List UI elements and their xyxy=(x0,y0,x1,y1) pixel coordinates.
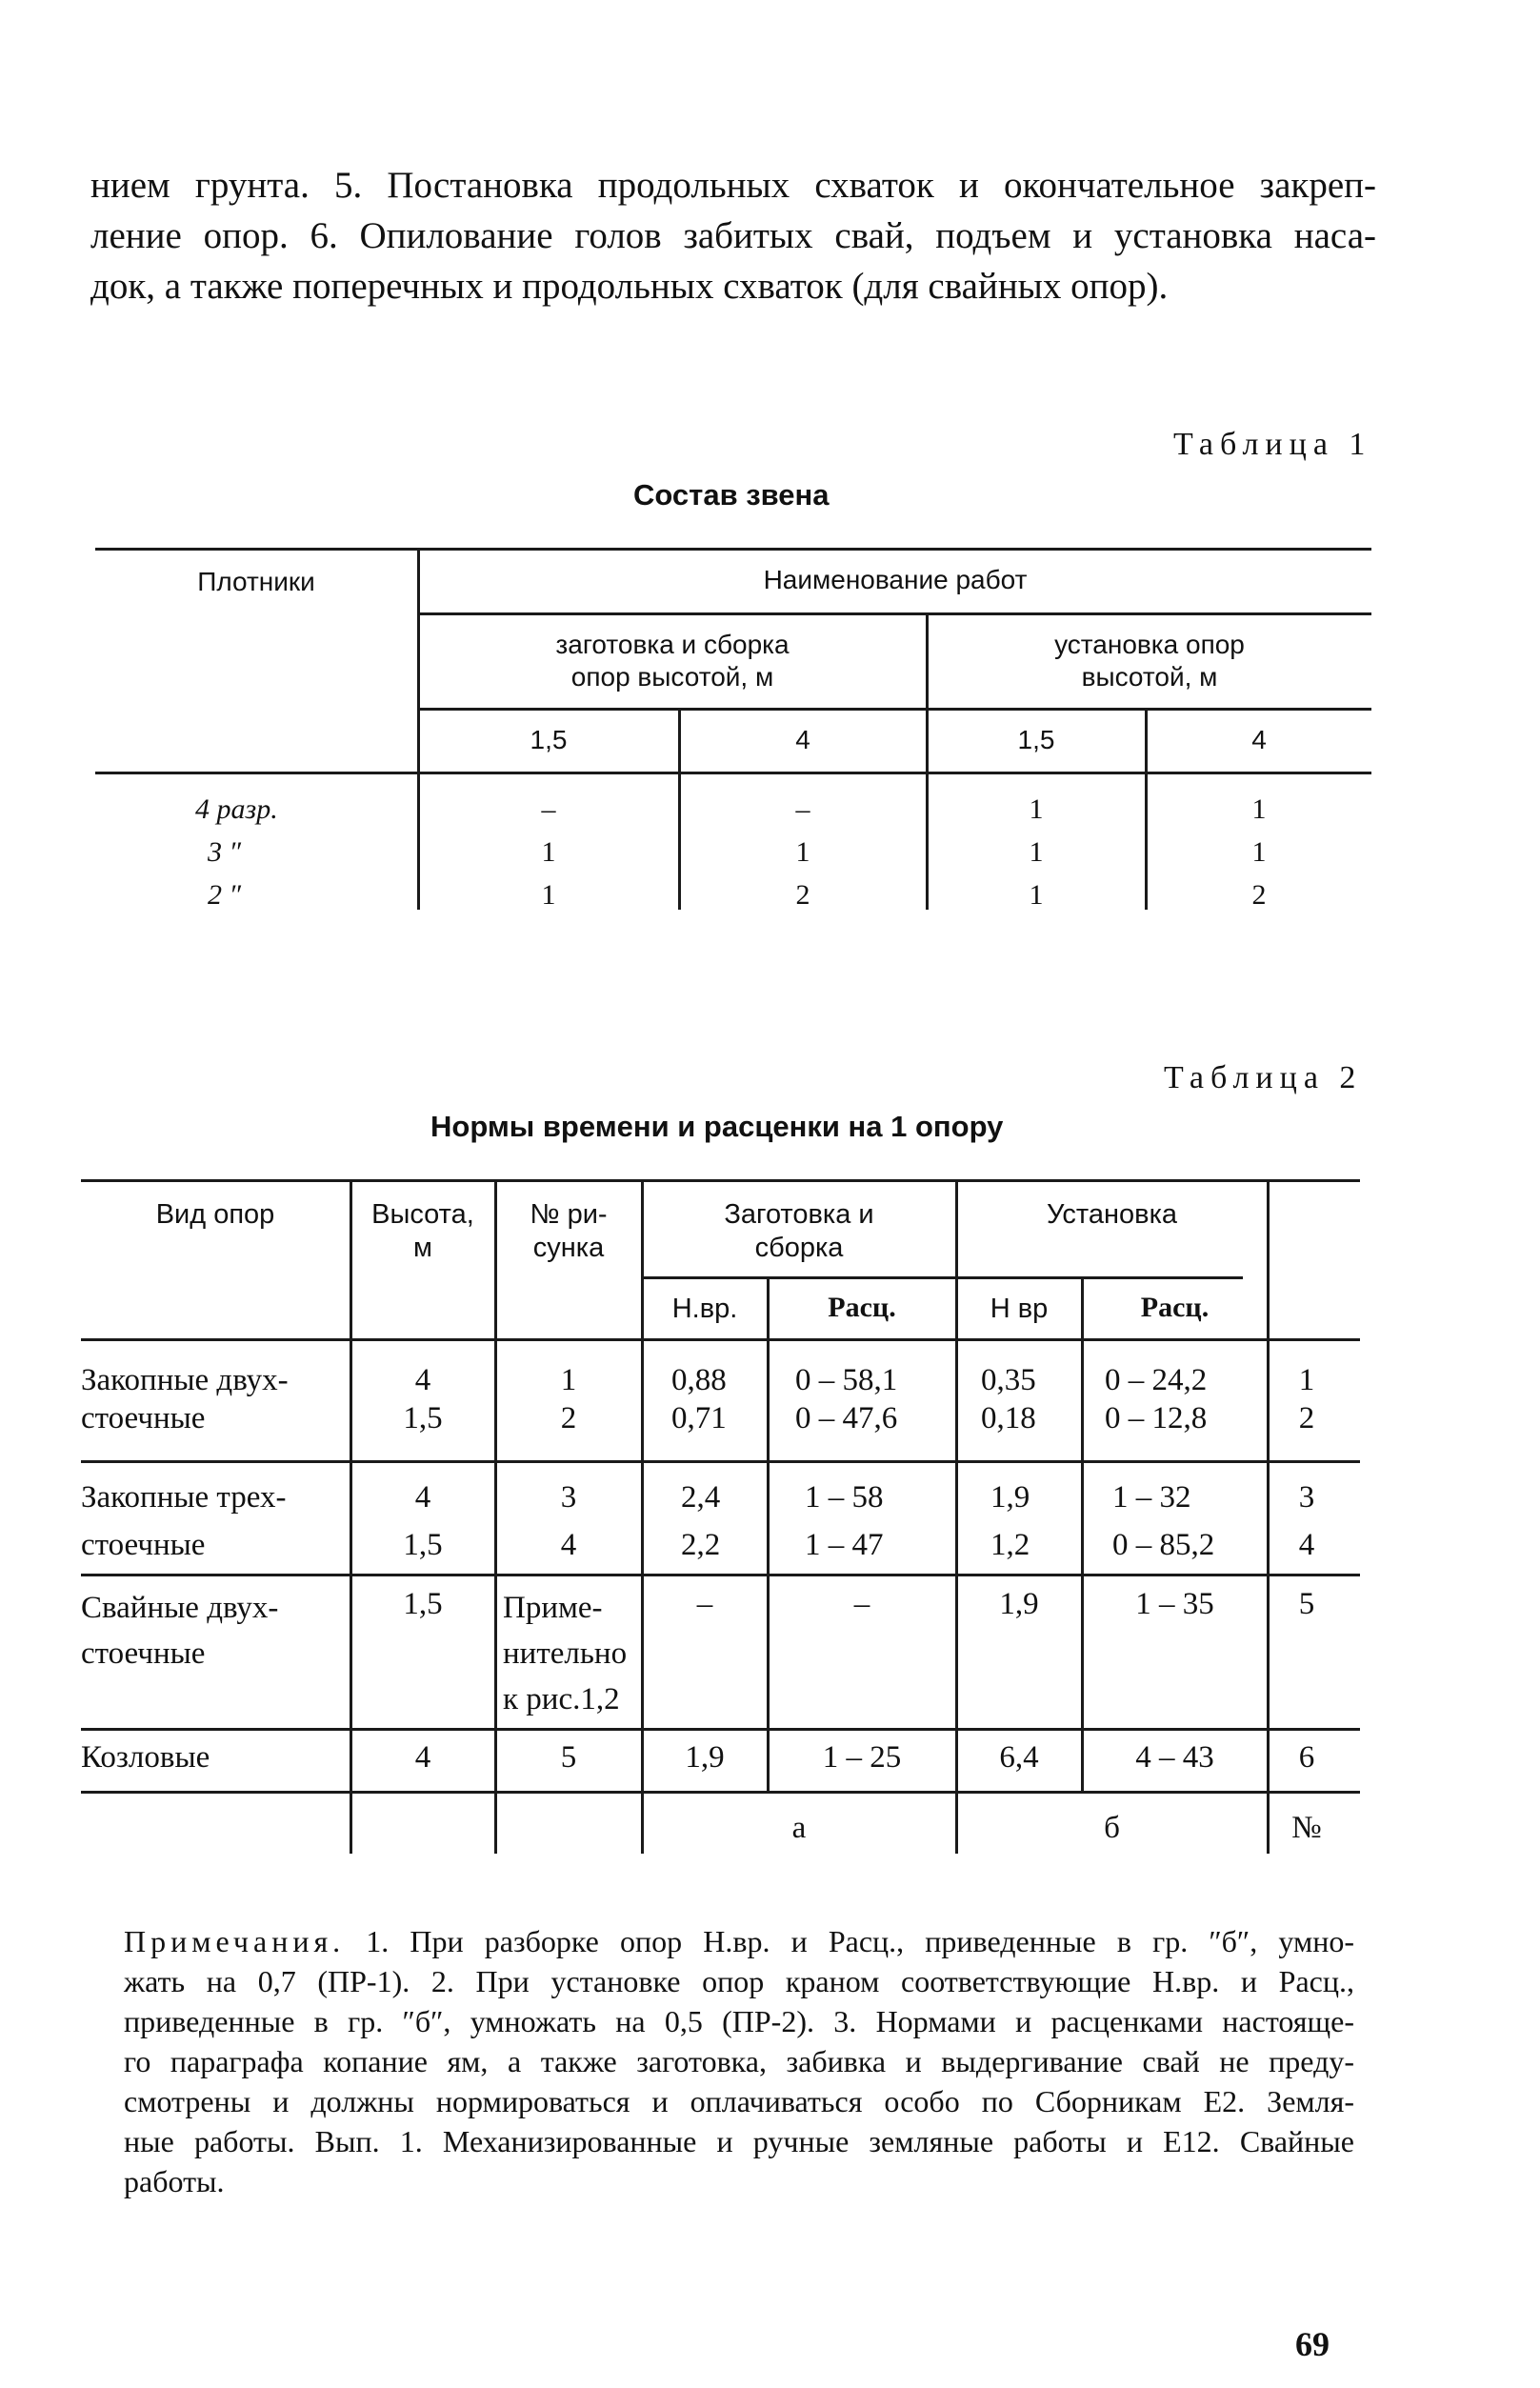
notes xyxy=(124,1921,1354,2201)
table1-label: Таблица 1 xyxy=(1173,427,1372,462)
intro-paragraph xyxy=(90,160,1376,311)
table2-figure: 1 2 xyxy=(560,1363,577,1435)
table2-type: Закопные трех- стоечные xyxy=(81,1480,287,1562)
table2-rasc: 4 – 43 xyxy=(1135,1740,1214,1775)
table2-rasc: – xyxy=(853,1587,870,1621)
table1-height: 1,5 xyxy=(530,725,568,754)
intro-line: док, а также поперечных и продольных схваток (для свайных опор). xyxy=(90,266,1169,307)
table2-num: 6 xyxy=(1298,1740,1315,1775)
page-number: 69 xyxy=(1295,2325,1330,2363)
table1-cell: 1 xyxy=(1251,836,1267,868)
table1-rank: 2 ″ xyxy=(208,879,241,911)
notes-line: работы. xyxy=(124,2164,225,2198)
table1-cell: 1 xyxy=(1029,793,1044,825)
table2-rasc: 1 – 58 1 – 47 xyxy=(805,1480,884,1562)
table2-group-label: № xyxy=(1291,1811,1322,1845)
table1-cell: 1 xyxy=(795,836,810,868)
table1-cell: 1 xyxy=(541,836,556,868)
table1-height: 4 xyxy=(1251,725,1267,754)
notes-line: жать на 0,7 (ПР-1). 2. При установке опор краном соответствующие Н.вр. и Расц., xyxy=(124,1964,1354,1998)
table2-height: 1,5 xyxy=(403,1587,443,1621)
table1-cell: 1 xyxy=(1029,879,1044,911)
table1-cell: – xyxy=(541,793,556,825)
table2-header-nvr: Н.вр. xyxy=(671,1294,738,1324)
table1-cell: 1 xyxy=(1029,836,1044,868)
notes-lead: Примечания. xyxy=(124,1924,346,1958)
table1-height: 1,5 xyxy=(1017,725,1055,754)
table1-cell: 2 xyxy=(795,879,810,911)
table2-nvr: 0,88 0,71 xyxy=(671,1363,727,1435)
table2-nvr: – xyxy=(696,1587,713,1621)
table2-header-rasc: Расц. xyxy=(828,1292,896,1323)
notes-text: 1. При разборке опор Н.вр. и Расц., приведенные в гр. ″б″, умно- xyxy=(345,1924,1354,1958)
table2-title: Нормы времени и расценки на 1 опору xyxy=(430,1110,1004,1143)
notes-line xyxy=(124,1921,1354,1961)
table2-nvr: 0,35 0,18 xyxy=(981,1363,1036,1435)
table2-rule xyxy=(81,1460,1360,1463)
notes-line: ные работы. Вып. 1. Механизированные и ручные земляные работы и Е12. Свайные xyxy=(124,2124,1354,2158)
table1-header-install: установка опор высотой, м xyxy=(1054,630,1245,692)
table2-header-install: Установка xyxy=(1046,1199,1178,1230)
table1-rule xyxy=(419,612,1371,615)
table1-cell: – xyxy=(795,793,810,825)
table2-figure: 5 xyxy=(560,1740,577,1775)
table2-rasc: 1 – 35 xyxy=(1135,1587,1214,1621)
table2-rule xyxy=(767,1276,770,1791)
table2-figure: 3 4 xyxy=(560,1480,577,1562)
table2-rasc: 1 – 25 xyxy=(822,1740,902,1775)
table2-rule xyxy=(81,1791,1360,1794)
table2-rule xyxy=(81,1728,1360,1731)
table1-rank: 3 ″ xyxy=(208,836,241,868)
table2-num: 5 xyxy=(1298,1587,1315,1621)
table1-rank: 4 разр. xyxy=(195,793,278,825)
table1-rule xyxy=(95,548,1371,551)
table2-rule xyxy=(81,1574,1360,1576)
table2-figure: Приме- нительно к рис.1,2 xyxy=(503,1591,628,1716)
notes-line: смотрены и должны нормироваться и оплачиваться особо по Сборникам Е2. Земля- xyxy=(124,2084,1354,2118)
table2-type: Козловые xyxy=(81,1740,210,1775)
table2-header-assembly: Заготовка и сборка xyxy=(724,1199,874,1263)
intro-line: ление опор. 6. Опилование голов забитых свай, подъем и установка наса- xyxy=(90,215,1376,256)
table1-header-works: Наименование работ xyxy=(763,565,1028,594)
intro-line: нием грунта. 5. Постановка продольных схваток и окончательное закреп- xyxy=(90,165,1376,206)
table2-rule xyxy=(81,1179,1360,1182)
table2-height: 4 1,5 xyxy=(403,1480,443,1562)
table2-num: 3 4 xyxy=(1298,1480,1315,1562)
table1-rule xyxy=(95,772,1371,774)
table2-group-label: а xyxy=(791,1811,807,1845)
table1-title: Состав звена xyxy=(633,478,830,512)
table1-header-carpenters: Плотники xyxy=(197,567,315,596)
table1-cell: 1 xyxy=(541,879,556,911)
table2-type: Закопные двух- стоечные xyxy=(81,1363,289,1435)
table2-nvr: 6,4 xyxy=(999,1740,1039,1775)
table2-nvr: 1,9 1,2 xyxy=(990,1480,1030,1562)
table2-nvr: 1,9 xyxy=(999,1587,1039,1621)
table2-nvr: 2,4 2,2 xyxy=(681,1480,721,1562)
table2-group-label: б xyxy=(1104,1811,1120,1845)
table2-nvr: 1,9 xyxy=(685,1740,725,1775)
table2-header-rasc: Расц. xyxy=(1140,1292,1210,1323)
notes-line: го параграфа копание ям, а также заготовка, забивка и выдергивание свай не преду- xyxy=(124,2044,1354,2078)
notes-line: приведенные в гр. ″б″, умножать на 0,5 (ПР-2). 3. Нормами и расценками настояще- xyxy=(124,2004,1354,2038)
table2-num: 1 2 xyxy=(1298,1363,1315,1435)
table1-header-assembly: заготовка и сборка опор высотой, м xyxy=(555,630,790,692)
table2-header-height: Высота, м xyxy=(371,1199,474,1263)
table1-cell: 1 xyxy=(1251,793,1267,825)
table2-rule xyxy=(81,1338,1360,1341)
table2-label: Таблица 2 xyxy=(1164,1060,1363,1095)
table2-header-type: Вид опор xyxy=(155,1199,275,1230)
table2-rule xyxy=(1081,1276,1084,1791)
table2-type: Свайные двух- стоечные xyxy=(81,1591,279,1671)
table2-height: 4 xyxy=(414,1740,431,1775)
table2-header-nvr: Н вр xyxy=(990,1294,1049,1324)
table1-rule xyxy=(419,708,1371,711)
table2-rasc: 0 – 24,2 0 – 12,8 xyxy=(1105,1363,1208,1435)
table2-height: 4 1,5 xyxy=(403,1363,443,1435)
table2-rasc: 1 – 32 0 – 85,2 xyxy=(1112,1480,1215,1562)
table2-header-figure: № ри- сунка xyxy=(530,1199,608,1263)
table2-rule xyxy=(643,1276,1243,1279)
table2-rasc: 0 – 58,1 0 – 47,6 xyxy=(795,1363,898,1435)
table1-cell: 2 xyxy=(1251,879,1267,911)
table1-height: 4 xyxy=(795,725,810,754)
